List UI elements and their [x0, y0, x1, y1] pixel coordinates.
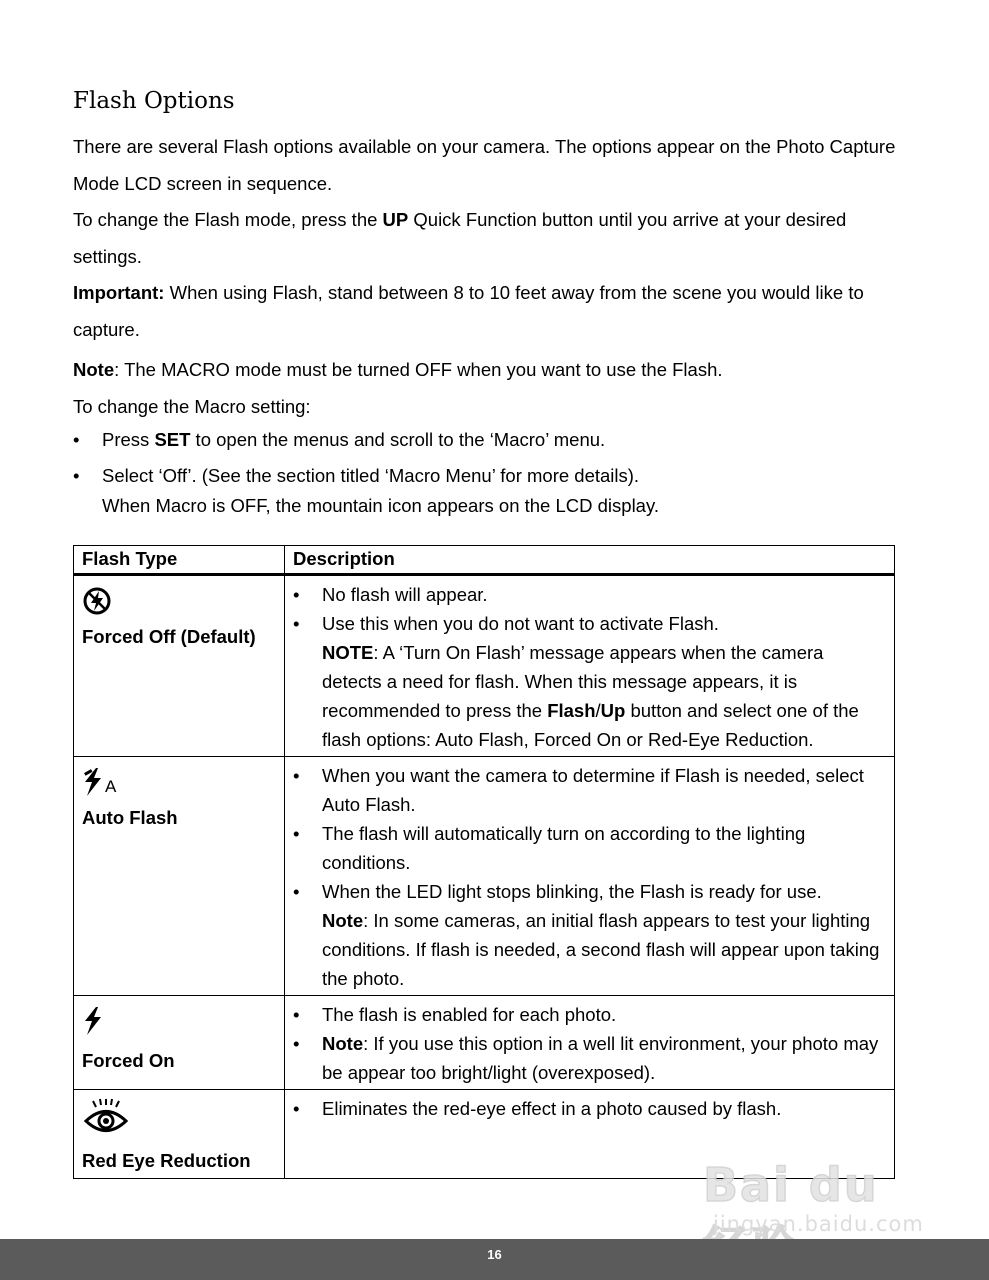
bullet-icon: • — [293, 881, 300, 902]
table-row — [74, 996, 895, 1090]
list-item: • The flash is enabled for each photo. — [293, 1000, 886, 1029]
note-text: Note: The MACRO mode must be turned OFF when you want to use the Flash. — [73, 359, 723, 380]
baidu-watermark — [703, 1130, 933, 1240]
flash-type-cell — [74, 996, 285, 1090]
list-item: • Note: If you use this option in a well lit environment, your photo may be appear too bright/light (overexposed). — [293, 1029, 886, 1087]
page-title: Flash Options — [73, 88, 235, 114]
list-item: • Use this when you do not want to activate Flash. NOTE: A ‘Turn On Flash’ message appears when the camera detects a need for flash. When this message appears, it is recommended to press the Flash/Up button and select one of the flash options: Auto Flash, Forced On or Red-Eye Reduction. — [293, 609, 886, 754]
page-footer — [0, 1239, 989, 1280]
header-flash-type: Flash Type — [74, 546, 285, 575]
flash-off-icon — [82, 586, 276, 616]
bullet-icon: • — [293, 613, 300, 634]
bullet-icon: • — [293, 1098, 300, 1119]
watermark-logo: Bai du — [703, 1158, 879, 1212]
macro-note-block — [73, 352, 913, 425]
flash-type-cell — [74, 1090, 285, 1179]
intro-paragraph — [73, 129, 913, 348]
list-item: • When you want the camera to determine if Flash is needed, select Auto Flash. — [293, 761, 886, 819]
list-item: • Eliminates the red-eye effect in a photo caused by flash. — [293, 1094, 886, 1123]
page-number: 16 — [487, 1247, 502, 1262]
up-button-label: UP — [382, 209, 409, 230]
bullet-icon: • — [73, 465, 80, 486]
list-item: • When the LED light stops blinking, the Flash is ready for use. Note: In some cameras, an initial flash appears to test your lighting conditions. If flash is needed, a second flash will appear upon taking the photo. — [293, 877, 886, 993]
list-item: • Press SET to open the menus and scroll to the ‘Macro’ menu. — [73, 425, 913, 455]
bullet-icon: • — [293, 584, 300, 605]
flash-type-name: Auto Flash — [82, 807, 178, 828]
bullet-icon: • — [293, 1033, 300, 1054]
bullet-icon: • — [293, 823, 300, 844]
flash-type-cell — [74, 575, 285, 757]
flash-type-name: Forced On — [82, 1050, 175, 1071]
header-description: Description — [285, 546, 895, 575]
auto-flash-icon: A — [82, 767, 276, 797]
macro-steps-list — [73, 425, 913, 521]
row-note: Note: In some cameras, an initial flash appears to test your lighting conditions. If flash is needed, a second flash will appear upon taking the photo. — [322, 910, 880, 989]
flash-type-name: Red Eye Reduction — [82, 1150, 251, 1171]
watermark-url: jingyan.baidu.com — [713, 1212, 924, 1236]
list-item: • Select ‘Off’. (See the section titled ‘Macro Menu’ for more details). When Macro is OFF, the mountain icon appears on the LCD display. — [73, 461, 913, 521]
description-cell — [285, 757, 895, 996]
table-row — [74, 575, 895, 757]
bullet-icon: • — [293, 765, 300, 786]
list-item: • The flash will automatically turn on according to the lighting conditions. — [293, 819, 886, 877]
change-flash-text: To change the Flash mode, press the UP Quick Function button until you arrive at your desired settings. — [73, 209, 847, 267]
important-text: Important: When using Flash, stand between 8 to 10 feet away from the scene you would like to capture. — [73, 282, 864, 340]
description-cell — [285, 575, 895, 757]
row-note: NOTE: A ‘Turn On Flash’ message appears when the camera detects a need for flash. When this message appears, it is recommended to press the Flash/Up button and select one of the flash options: Auto Flash, Forced On or Red-Eye Reduction. — [322, 642, 859, 750]
table-row — [74, 757, 895, 996]
list-item: • No flash will appear. — [293, 580, 886, 609]
bullet-icon: • — [293, 1004, 300, 1025]
table-header-row — [74, 546, 895, 575]
bullet-icon: • — [73, 429, 80, 450]
flash-options-table — [73, 545, 895, 1179]
red-eye-icon — [82, 1098, 276, 1128]
description-cell — [285, 996, 895, 1090]
flash-type-name: Forced Off (Default) — [82, 626, 256, 647]
intro-text: There are several Flash options available on your camera. The options appear on the Photo Capture Mode LCD screen in sequence. — [73, 136, 896, 194]
flash-type-cell — [74, 757, 285, 996]
flash-on-icon — [82, 1006, 276, 1036]
macro-intro: To change the Macro setting: — [73, 395, 311, 417]
